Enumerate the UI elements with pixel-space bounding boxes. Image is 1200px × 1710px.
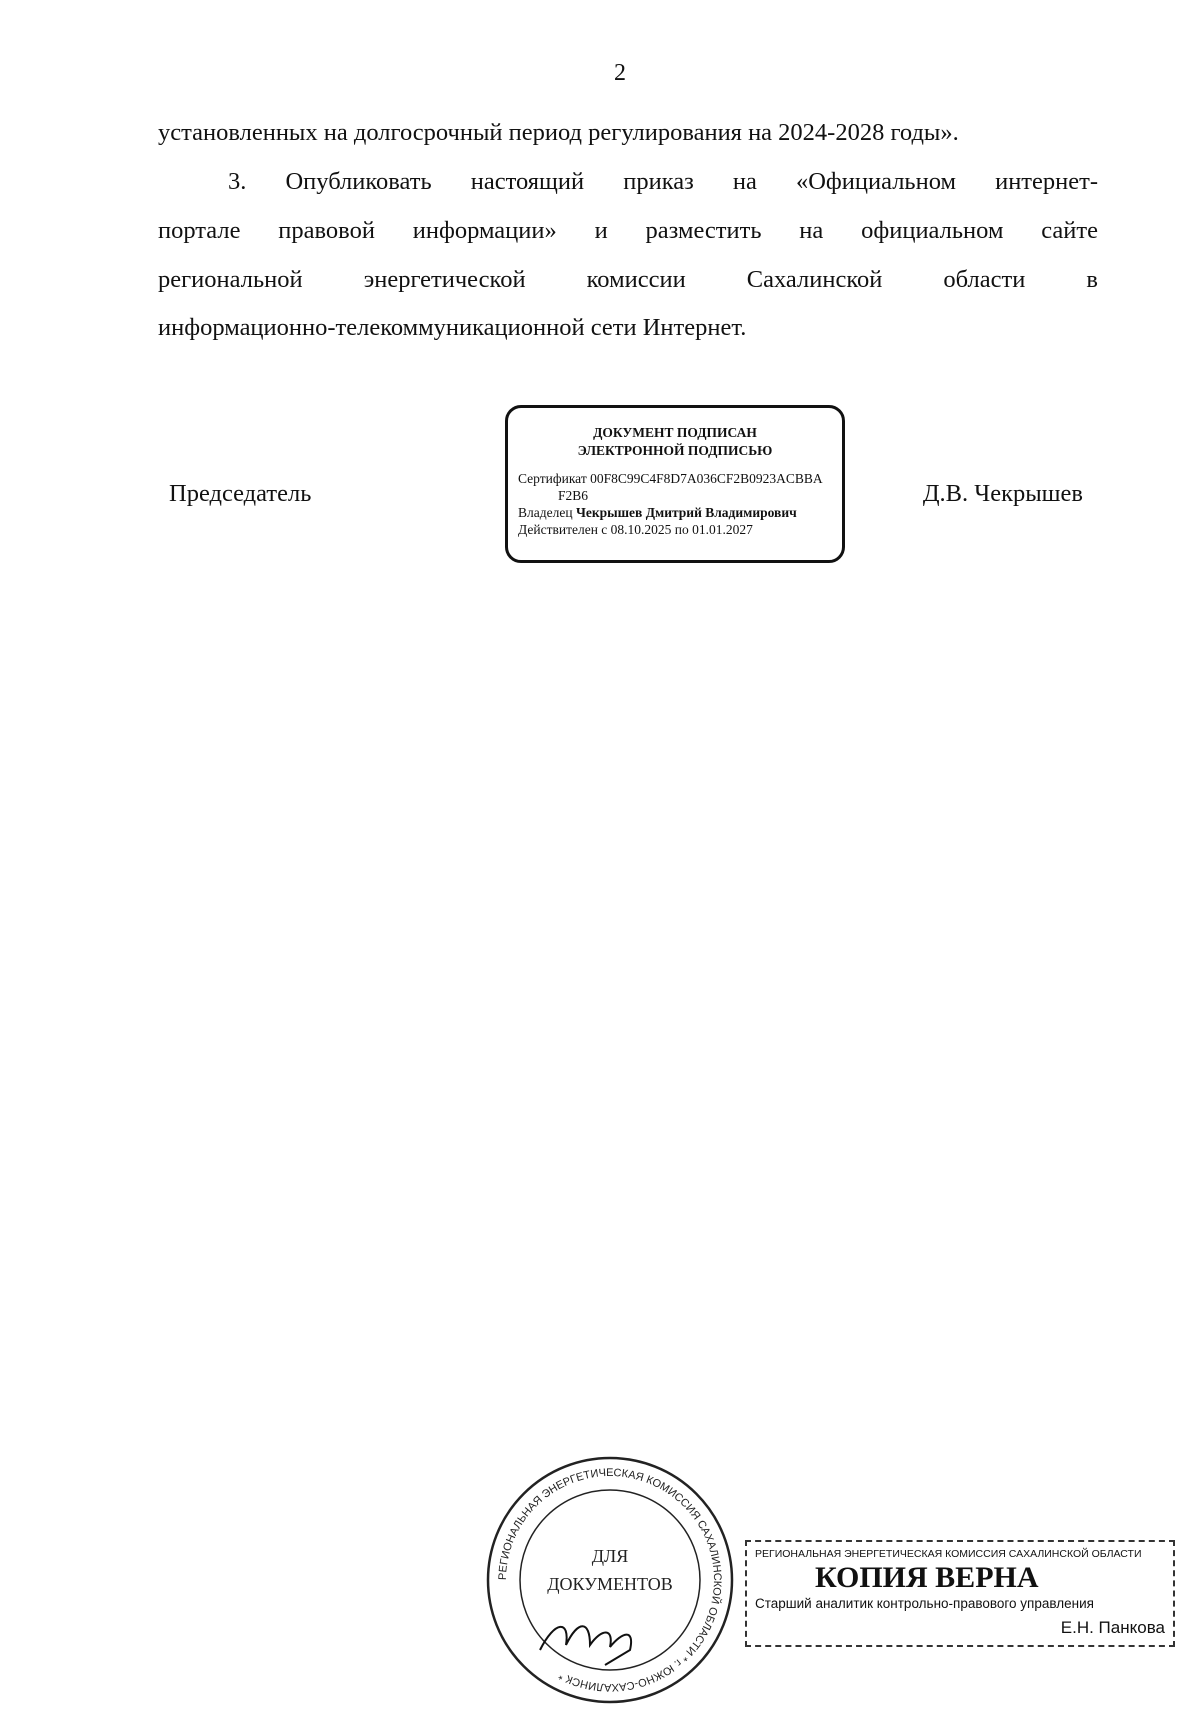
seal-center-2: ДОКУМЕНТОВ — [547, 1574, 673, 1594]
handwritten-signature — [540, 1626, 631, 1665]
stamp-name: Е.Н. Панкова — [1060, 1618, 1165, 1637]
paragraph-line: портале правовой информации» и разместить на официальном сайте — [158, 217, 1098, 244]
cert-label: Сертификат — [518, 471, 587, 486]
cert-value-cont: F2B6 — [558, 488, 589, 503]
validity: Действителен с 08.10.2025 по 01.01.2027 — [518, 522, 753, 537]
page-number: 2 — [614, 60, 626, 86]
cert-value: 00F8C99C4F8D7A036CF2B0923ACBBA — [590, 471, 823, 486]
seal-center-1: ДЛЯ — [591, 1546, 629, 1566]
paragraph-line: региональной энергетической комиссии Сахалинской области в — [158, 266, 1098, 293]
signatory-position: Председатель — [169, 480, 312, 507]
stamp-title: КОПИЯ ВЕРНА — [815, 1561, 1039, 1594]
owner-label: Владелец — [518, 505, 573, 520]
signatory-name: Д.В. Чекрышев — [922, 480, 1083, 507]
esig-title-2: ЭЛЕКТРОННОЙ ПОДПИСЬЮ — [577, 443, 773, 458]
official-seal — [480, 1450, 740, 1710]
paragraph-line: 3. Опубликовать настоящий приказ на «Официальном интернет- — [228, 168, 1098, 195]
electronic-signature-block — [505, 405, 845, 563]
owner-value: Чекрышев Дмитрий Владимирович — [575, 505, 797, 520]
stamp-position: Старший аналитик контрольно-правового управления — [755, 1596, 1094, 1611]
paragraph-line: установленных на долгосрочный период регулирования на 2024-2028 годы». — [158, 119, 959, 146]
stamp-organization: РЕГИОНАЛЬНАЯ ЭНЕРГЕТИЧЕСКАЯ КОМИССИЯ САХАЛИНСКОЙ ОБЛАСТИ — [755, 1548, 1142, 1560]
esig-title-1: ДОКУМЕНТ ПОДПИСАН — [593, 425, 757, 440]
seal-ring-text: РЕГИОНАЛЬНАЯ ЭНЕРГЕТИЧЕСКАЯ КОМИССИЯ САХАЛИНСКОЙ ОБЛАСТИ * г. ЮЖНО-САХАЛИНСК * — [496, 1466, 724, 1694]
copy-certified-stamp — [745, 1540, 1175, 1647]
paragraph-line: информационно-телекоммуникационной сети Интернет. — [158, 314, 747, 341]
